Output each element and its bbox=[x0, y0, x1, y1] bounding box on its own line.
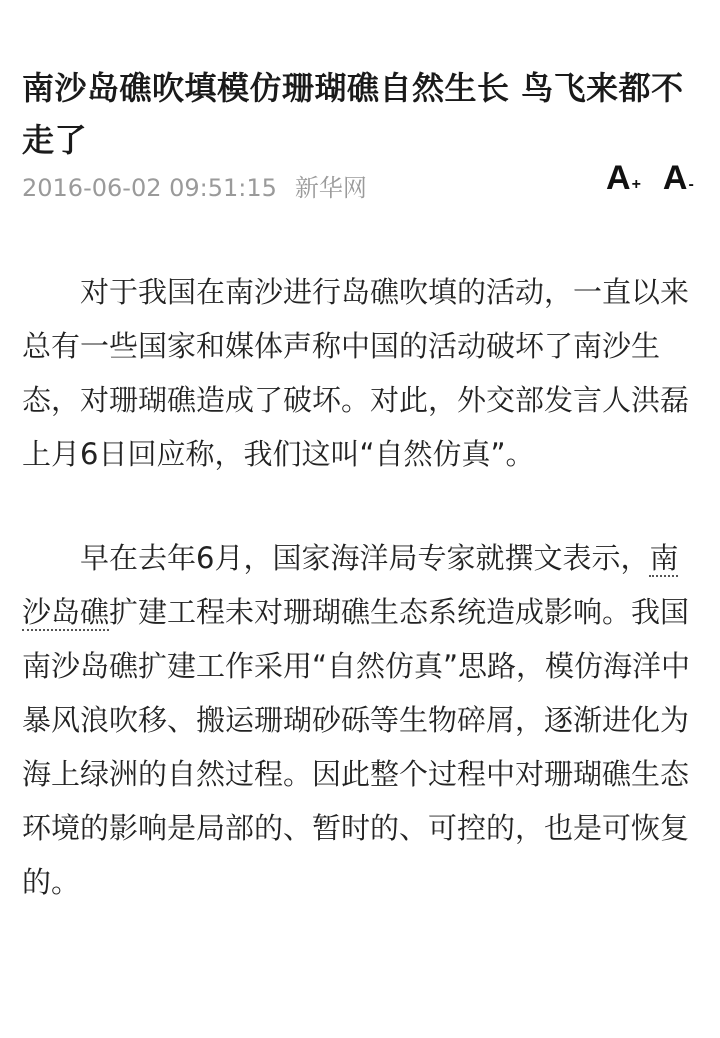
plus-icon: + bbox=[631, 176, 641, 193]
paragraph-1: 对于我国在南沙进行岛礁吹填的活动，一直以来总有一些国家和媒体声称中国的活动破坏了南沙生态，对珊瑚礁造成了破坏。对此，外交部发言人洪磊上月6日回应称，我们这叫“自然仿真”。 bbox=[22, 275, 690, 471]
paragraph-2 bbox=[22, 531, 698, 909]
article-title: 南沙岛礁吹填模仿珊瑚礁自然生长 鸟飞来都不走了 bbox=[22, 69, 684, 159]
decrease-font-button[interactable] bbox=[663, 156, 694, 207]
article-meta bbox=[22, 168, 367, 208]
paragraph-2-lead: 早在去年6月，国家海洋局专家就撰文表示， bbox=[80, 541, 650, 575]
paragraph-2-rest: 扩建工程未对珊瑚礁生态系统造成影响。我国南沙岛礁扩建工作采用“自然仿真”思路，模仿海洋中暴风浪吹移、搬运珊瑚砂砾等生物碎屑，逐渐进化为海上绿洲的自然过程。因此整个过程中对珊瑚礁生态环境的影响是局部的、暂时的、可控的，也是可恢复的。 bbox=[22, 595, 691, 899]
font-size-controls bbox=[606, 156, 694, 200]
decrease-font-label: A bbox=[662, 159, 688, 197]
article-body bbox=[22, 265, 698, 909]
increase-font-button[interactable] bbox=[606, 156, 641, 207]
increase-font-label: A bbox=[606, 159, 631, 197]
article-source: 新华网 bbox=[294, 174, 367, 202]
nansha-islands-link[interactable]: 南沙岛礁 bbox=[22, 541, 679, 629]
minus-icon: - bbox=[688, 176, 694, 193]
publish-datetime: 2016-06-02 09:51:15 bbox=[22, 174, 277, 202]
